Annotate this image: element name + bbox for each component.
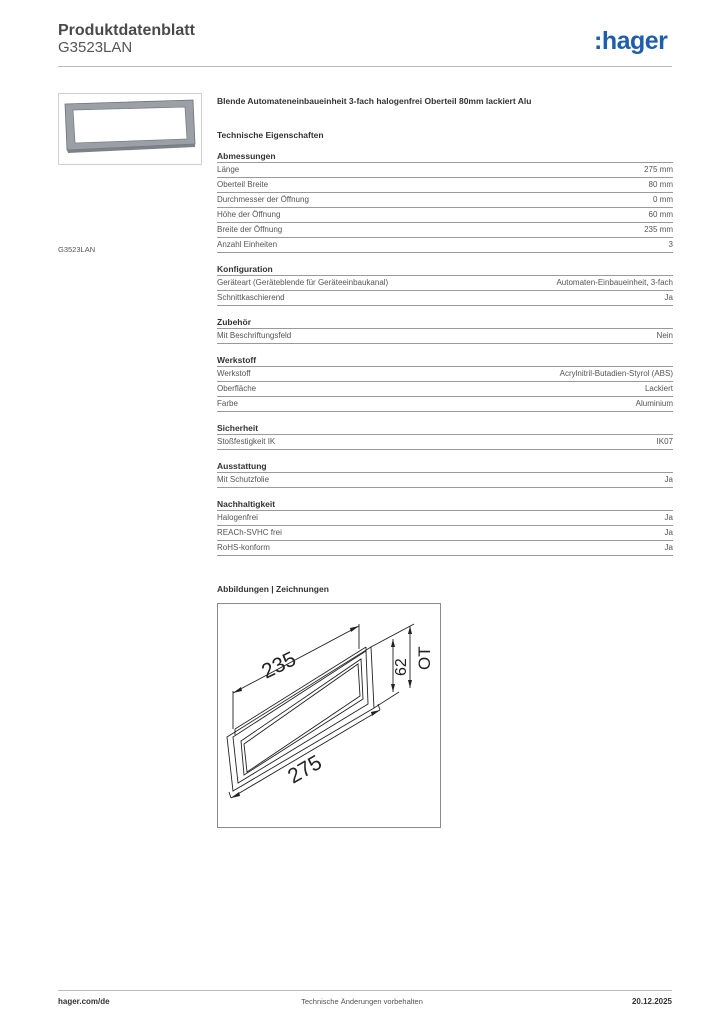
property-label: Werkstoff [217, 369, 251, 378]
property-row [217, 366, 673, 381]
product-title: Blende Automateneinbaueinheit 3-fach halogenfrei Oberteil 80mm lackiert Alu [217, 96, 532, 106]
property-row [217, 222, 673, 237]
property-row [217, 328, 673, 344]
property-value: Aluminium [635, 399, 673, 408]
property-value: 275 mm [644, 165, 673, 174]
footer-divider [58, 990, 672, 991]
product-code: G3523LAN [58, 39, 133, 56]
property-row [217, 525, 673, 540]
property-label: Mit Beschriftungsfeld [217, 331, 292, 340]
property-section [217, 499, 673, 556]
section-title: Werkstoff [217, 355, 257, 365]
property-row [217, 540, 673, 556]
property-row [217, 237, 673, 253]
property-value: Nein [656, 331, 673, 340]
property-label: Höhe der Öffnung [217, 210, 281, 219]
dimension-drawing [218, 604, 440, 827]
property-label: Mit Schutzfolie [217, 475, 270, 484]
property-row [217, 472, 673, 488]
property-row [217, 192, 673, 207]
section-title: Zubehör [217, 317, 251, 327]
property-value: 235 mm [644, 225, 673, 234]
dimension-275-label: 275 [284, 750, 326, 789]
section-title: Konfiguration [217, 264, 273, 274]
property-row [217, 207, 673, 222]
property-label: RoHS-konform [217, 543, 270, 552]
property-label: Länge [217, 165, 240, 174]
property-section [217, 264, 673, 306]
property-value: Ja [664, 293, 673, 302]
property-label: Schnittkaschierend [217, 293, 285, 302]
section-title: Ausstattung [217, 461, 267, 471]
dimension-62-label: 62 [393, 658, 410, 676]
property-label: Breite der Öffnung [217, 225, 283, 234]
property-section [217, 151, 673, 253]
property-value: Acrylnitril-Butadien-Styrol (ABS) [559, 369, 673, 378]
property-section [217, 423, 673, 450]
property-label: Durchmesser der Öffnung [217, 195, 309, 204]
property-section [217, 461, 673, 488]
property-section [217, 355, 673, 412]
technical-properties-heading: Technische Eigenschaften [217, 130, 324, 140]
properties-list [217, 151, 673, 556]
property-label: Stoßfestigkeit IK [217, 437, 276, 446]
property-label: Anzahl Einheiten [217, 240, 278, 249]
technical-drawing [217, 603, 441, 828]
footer-notice: Technische Änderungen vorbehalten [301, 997, 423, 1006]
product-image [59, 94, 201, 164]
page-title: Produktdatenblatt [58, 22, 195, 39]
property-value: Ja [664, 543, 673, 552]
section-title: Abmessungen [217, 151, 276, 161]
property-value: Automaten-Einbaueinheit, 3-fach [556, 278, 673, 287]
product-thumbnail [58, 93, 202, 165]
property-section [217, 317, 673, 344]
property-row [217, 290, 673, 306]
property-label: REACh-SVHC frei [217, 528, 282, 537]
figures-heading: Abbildungen | Zeichnungen [217, 584, 329, 594]
property-row [217, 275, 673, 290]
footer-website[interactable]: hager.com/de [58, 997, 110, 1006]
property-row [217, 434, 673, 450]
footer-date: 20.12.2025 [631, 997, 672, 1006]
property-label: Farbe [217, 399, 238, 408]
property-row [217, 162, 673, 177]
property-value: 0 mm [653, 195, 673, 204]
property-label: Halogenfrei [217, 513, 258, 522]
property-value: 60 mm [648, 210, 673, 219]
section-title: Nachhaltigkeit [217, 499, 276, 509]
property-value: 80 mm [648, 180, 673, 189]
property-row [217, 510, 673, 525]
product-details [217, 96, 673, 567]
header-divider [58, 66, 672, 67]
property-value: Ja [664, 475, 673, 484]
property-value: 3 [668, 240, 673, 249]
property-value: IK07 [656, 437, 673, 446]
property-label: Oberteil Breite [217, 180, 269, 189]
dimension-235-label: 235 [258, 647, 300, 684]
property-row [217, 396, 673, 412]
property-value: Lackiert [644, 384, 673, 393]
property-value: Ja [664, 513, 673, 522]
property-label: Oberfläche [217, 384, 257, 393]
dimension-ot-label: OT [415, 646, 434, 670]
property-label: Geräteart (Geräteblende für Geräteeinbaukanal) [217, 278, 389, 287]
property-row [217, 177, 673, 192]
hager-logo: :hager [594, 27, 668, 55]
property-value: Ja [664, 528, 673, 537]
thumbnail-label: G3523LAN [58, 245, 96, 254]
section-title: Sicherheit [217, 423, 259, 433]
property-row [217, 381, 673, 396]
